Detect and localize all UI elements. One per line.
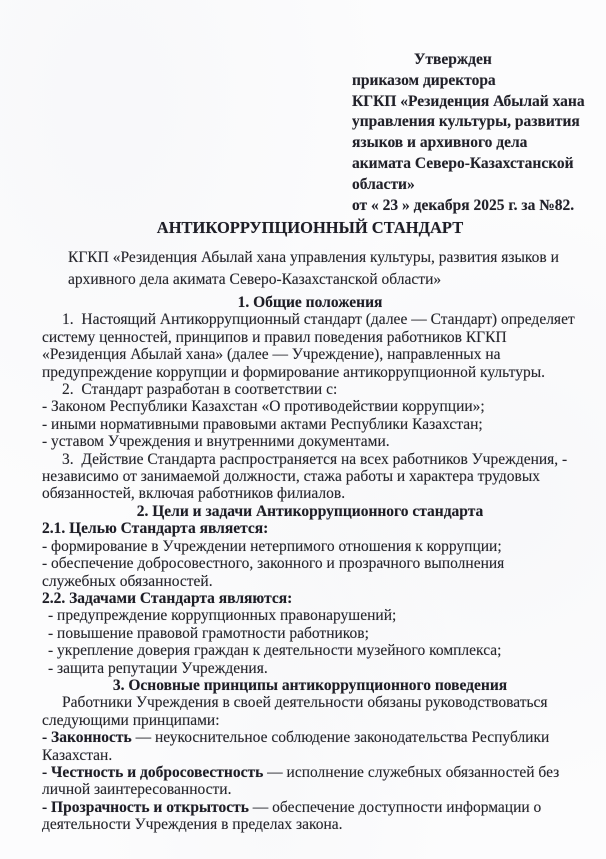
list-item: - защита репутации Учреждения.	[48, 659, 268, 677]
principle-term: - Законность	[42, 729, 132, 747]
approval-line: от « 23 » декабря 2025 г. за №82.	[352, 196, 575, 214]
approval-line: КГКП «Резиденция Абылай хана	[352, 92, 585, 110]
principle-term: - Прозрачность и открытость	[42, 798, 249, 816]
document-title: АНТИКОРРУПЦИОННЫЙ СТАНДАРТ	[156, 218, 464, 237]
principle-term: - Честность и добросовестность	[42, 763, 264, 781]
principle-item	[42, 799, 578, 834]
approval-line: управления культуры, развития	[352, 113, 580, 131]
list-item: - укрепление доверия граждан к деятельности музейного комплекса;	[48, 642, 502, 660]
list-item: - иными нормативными правовыми актами Республики Казахстан;	[42, 415, 483, 433]
subsection-heading: 2.2. Задачами Стандарта являются:	[42, 589, 293, 607]
approval-line: Утвержден	[414, 51, 492, 68]
list-item: - повышение правовой грамотности работников;	[48, 624, 369, 642]
section-heading: 2. Цели и задачи Антикоррупционного стандарта	[136, 502, 484, 520]
paragraph: 2. Стандарт разработан в соответствии с:	[62, 381, 338, 399]
paragraph: 1. Настоящий Антикоррупционный стандарт (далее — Стандарт) определяет систему ценностей, принципов и правил поведения работников КГКП «Резиденция Абылай хана» (далее — Учреждение), направленных на предупреждение коррупции и формирование антикоррупционной культуры.	[42, 311, 575, 381]
list-item: - предупреждение коррупционных правонарушений;	[48, 607, 397, 625]
approval-line: области»	[352, 175, 415, 193]
paragraph: Работники Учреждения в своей деятельности обязаны руководствоваться следующими принципами:	[42, 694, 548, 729]
organization-line: КГКП «Резиденция Абылай хана управления культуры, развития языков и архивного дела акимата Северо-Казахстанской области»	[68, 249, 559, 288]
list-item: - Законом Республики Казахстан «О противодействии коррупции»;	[42, 398, 485, 416]
principle-definition: — исполнение служебных обязанностей без личной заинтересованности.	[42, 763, 560, 799]
section-heading: 1. Общие положения	[237, 294, 383, 311]
subsection-heading: 2.1. Целью Стандарта является:	[42, 520, 269, 538]
list-item: - формирование в Учреждении нетерпимого отношения к коррупции;	[42, 537, 502, 555]
section-heading: 3. Основные принципы антикоррупционного поведения	[112, 676, 508, 694]
approval-line: акимата Северо-Казахстанской	[352, 154, 574, 172]
approval-line: языков и архивного дела	[352, 134, 528, 152]
principle-item	[42, 729, 578, 764]
principle-definition: — обеспечение доступности информации о деятельности Учреждения в пределах закона.	[42, 798, 542, 834]
principle-item	[42, 764, 578, 799]
approval-line: приказом директора	[352, 71, 496, 89]
principle-definition: — неукоснительное соблюдение законодательства Республики Казахстан.	[42, 729, 550, 764]
list-item: - обеспечение добросовестного, законного и прозрачного выполнения служебных обязанностей.	[42, 555, 505, 590]
list-item: - уставом Учреждения и внутренними документами.	[42, 433, 390, 451]
paragraph: 3. Действие Стандарта распространяется на всех работников Учреждения, - независимо от занимаемой должности, стажа работы и характера трудовых обязанностей, включая работников филиалов.	[42, 450, 568, 503]
document-body	[42, 294, 578, 834]
approval-block	[352, 50, 606, 216]
